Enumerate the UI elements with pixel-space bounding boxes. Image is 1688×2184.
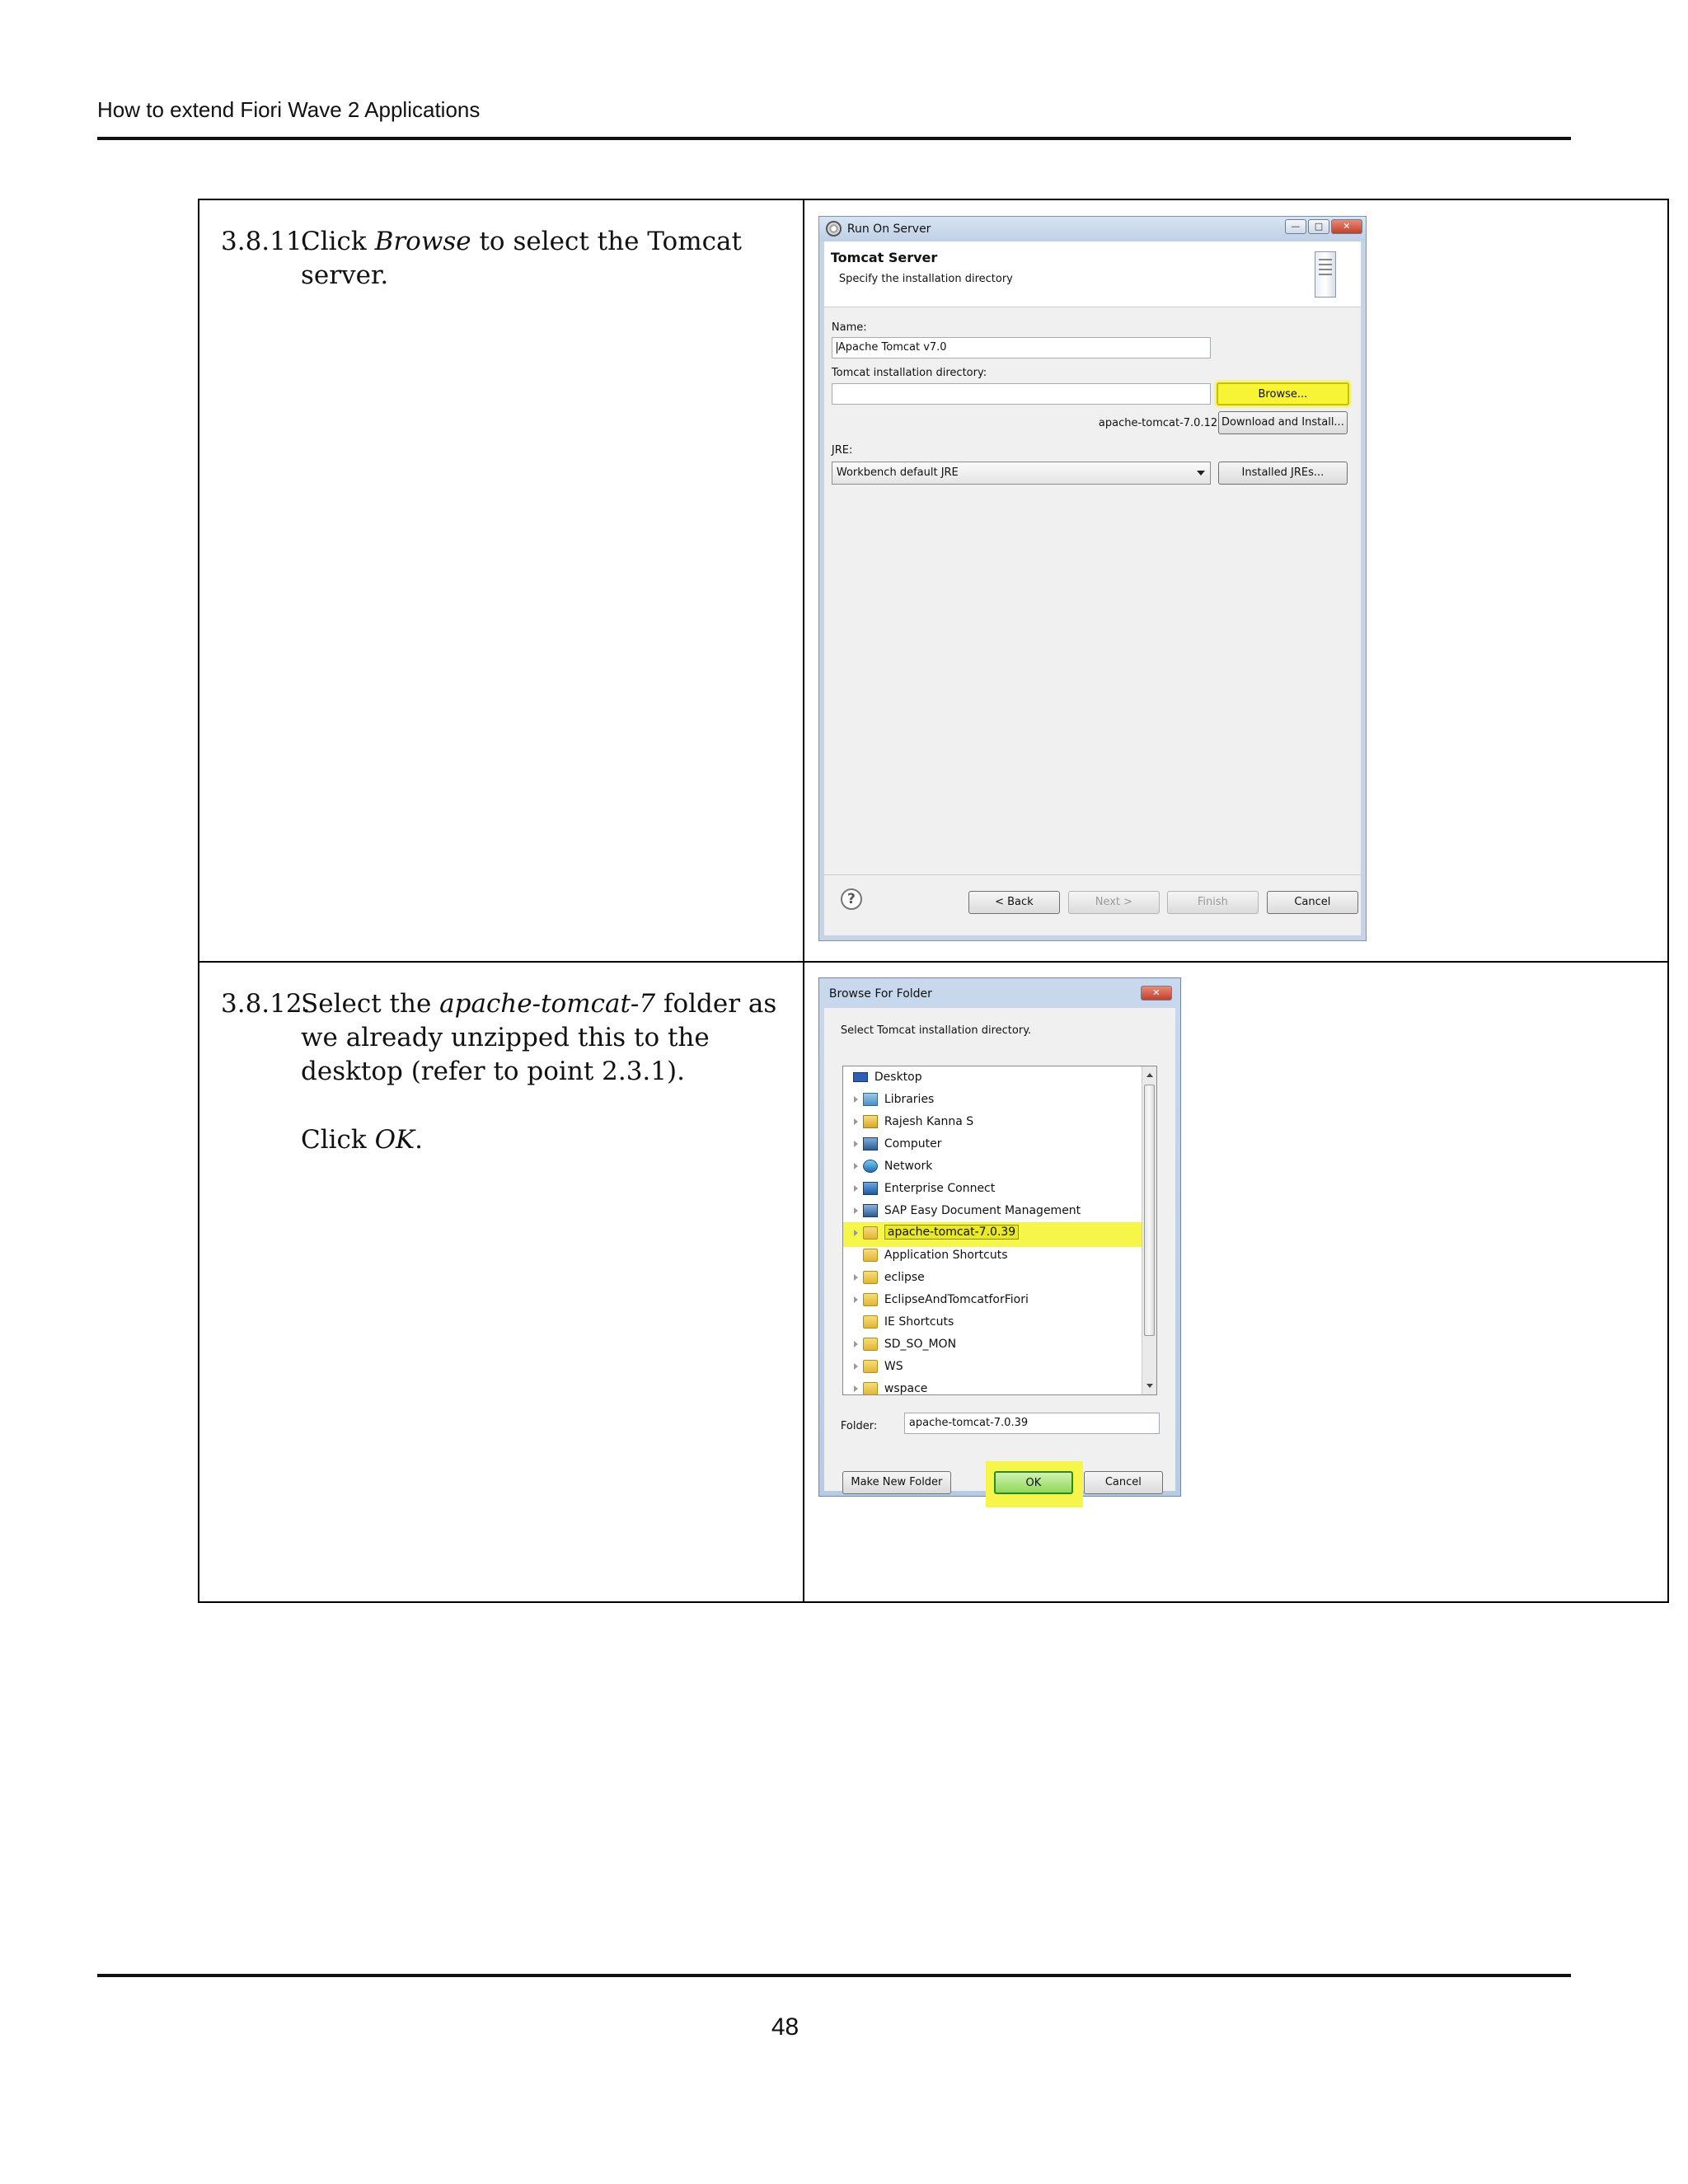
expand-icon[interactable] [854, 1141, 858, 1147]
tree-item-ws[interactable]: WS [843, 1356, 1140, 1378]
version-text: apache-tomcat-7.0.12 [1098, 417, 1218, 429]
tree-item-ie-shortcuts[interactable]: IE Shortcuts [843, 1311, 1140, 1333]
make-new-folder-button[interactable]: Make New Folder [842, 1471, 951, 1494]
instruction-text: Select the [301, 989, 440, 1019]
browse-for-folder-dialog [818, 977, 1181, 1497]
folder-icon [863, 1249, 878, 1262]
screenshot-cell [804, 199, 1668, 962]
expand-icon[interactable] [854, 1341, 858, 1347]
instruction-text: . [415, 1125, 423, 1155]
tree-item-libraries[interactable]: Libraries [843, 1089, 1140, 1111]
step-instruction [301, 225, 803, 293]
folder-input[interactable]: apache-tomcat-7.0.39 [904, 1413, 1160, 1434]
wizard-body [824, 307, 1361, 935]
eclipse-server-icon [826, 221, 842, 237]
expand-icon[interactable] [854, 1296, 858, 1303]
scroll-thumb[interactable] [1144, 1085, 1155, 1336]
close-icon[interactable]: ✕ [1141, 986, 1172, 1001]
dialog-body [824, 1008, 1175, 1491]
install-dir-label: Tomcat installation directory: [831, 367, 987, 379]
banner-subtitle: Specify the installation directory [838, 273, 1013, 285]
scroll-down-icon[interactable] [1146, 1384, 1153, 1388]
enterprise-connect-icon [863, 1182, 878, 1195]
server-icon [1315, 251, 1336, 298]
title-bar [819, 217, 1366, 241]
tree-item-desktop[interactable]: Desktop [843, 1066, 1140, 1089]
folder-icon [863, 1382, 878, 1395]
cancel-button[interactable]: Cancel [1267, 891, 1358, 914]
tree-scrollbar[interactable] [1142, 1066, 1156, 1394]
instruction-text: folder as we already unzipped this to the desktop (refer to point 2.3.1). [301, 989, 777, 1086]
instruction-text: Click [301, 1125, 375, 1155]
step-text-cell [199, 962, 804, 1602]
instruction-text: Click [301, 227, 375, 256]
folder-icon [863, 1315, 878, 1329]
window-controls [1285, 219, 1362, 234]
screenshot-cell [804, 962, 1668, 1602]
instruction-emphasis: OK [374, 1125, 415, 1155]
instruction-emphasis: apache-tomcat-7 [439, 989, 656, 1019]
step-text-cell [199, 199, 804, 962]
folder-icon [863, 1360, 878, 1373]
library-icon [863, 1093, 878, 1106]
step-number: 3.8.11. [221, 227, 311, 256]
window-title: Browse For Folder [828, 987, 932, 1001]
instruction-text: Select Tomcat installation directory. [840, 1024, 1032, 1037]
install-dir-input[interactable] [832, 383, 1211, 405]
folder-icon [863, 1338, 878, 1351]
step-3-8-11 [199, 200, 803, 293]
tree-item-sd-so-mon[interactable]: SD_SO_MON [843, 1333, 1140, 1356]
minimize-icon[interactable]: — [1285, 219, 1306, 234]
installed-jres-button[interactable]: Installed JREs... [1218, 462, 1348, 485]
folder-tree[interactable] [842, 1066, 1157, 1395]
name-input[interactable]: Apache Tomcat v7.0 [832, 337, 1211, 359]
folder-label: Folder: [840, 1420, 878, 1432]
tree-item-apache-tomcat[interactable]: apache-tomcat-7.0.39 [843, 1222, 1140, 1244]
run-on-server-dialog [818, 216, 1367, 941]
step-number: 3.8.12. [221, 989, 311, 1019]
chevron-down-icon [1197, 471, 1205, 476]
running-header: How to extend Fiori Wave 2 Applications [97, 97, 481, 122]
tree-item-sap-easy-dms[interactable]: SAP Easy Document Management [843, 1200, 1140, 1222]
browse-button[interactable]: Browse... [1217, 382, 1349, 405]
computer-icon [863, 1137, 878, 1151]
jre-label: JRE: [831, 444, 853, 457]
expand-icon[interactable] [854, 1096, 858, 1103]
wizard-banner [824, 241, 1361, 307]
folder-icon [863, 1293, 878, 1306]
instruction-emphasis: Browse [374, 227, 471, 256]
folder-icon [863, 1226, 878, 1240]
ok-button[interactable]: OK [994, 1471, 1073, 1494]
download-install-button[interactable]: Download and Install... [1218, 411, 1348, 434]
banner-title: Tomcat Server [830, 250, 938, 265]
user-folder-icon [863, 1115, 878, 1128]
expand-icon[interactable] [854, 1163, 858, 1169]
expand-icon[interactable] [854, 1274, 858, 1281]
expand-icon[interactable] [854, 1230, 858, 1236]
expand-icon[interactable] [854, 1363, 858, 1370]
jre-select[interactable]: Workbench default JRE [832, 462, 1211, 485]
tree-item-enterprise-connect[interactable]: Enterprise Connect [843, 1178, 1140, 1200]
table-row [199, 199, 1668, 962]
window-controls [1141, 986, 1172, 1001]
folder-icon [863, 1271, 878, 1284]
help-icon[interactable]: ? [841, 888, 862, 910]
header-rule [97, 137, 1571, 140]
page-number: 48 [771, 2013, 799, 2041]
name-label: Name: [831, 321, 867, 334]
close-icon[interactable]: ✕ [1331, 219, 1362, 234]
window-title: Run On Server [846, 223, 931, 236]
footer-rule [97, 1974, 1571, 1977]
steps-table [198, 199, 1669, 1603]
desktop-icon [853, 1072, 868, 1082]
cancel-button[interactable]: Cancel [1084, 1471, 1163, 1494]
tree-item-wspace[interactable]: wspace [843, 1378, 1140, 1395]
next-button[interactable]: Next > [1068, 891, 1160, 914]
tree-item-user[interactable]: Rajesh Kanna S [843, 1111, 1140, 1133]
expand-icon[interactable] [854, 1118, 858, 1125]
table-row [199, 962, 1668, 1602]
finish-button[interactable]: Finish [1167, 891, 1259, 914]
tree-item-eclipse[interactable]: eclipse [843, 1267, 1140, 1289]
step-3-8-12 [199, 963, 803, 1157]
network-icon [863, 1160, 878, 1173]
title-bar [819, 978, 1180, 1003]
maximize-icon[interactable]: □ [1308, 219, 1329, 234]
tree-item-application-shortcuts[interactable]: Application Shortcuts [843, 1244, 1140, 1267]
tree-item-computer[interactable]: Computer [843, 1133, 1140, 1155]
tree-item-network[interactable]: Network [843, 1155, 1140, 1178]
expand-icon[interactable] [854, 1385, 858, 1392]
back-button[interactable]: < Back [968, 891, 1060, 914]
instruction-text: to select the Tomcat server. [301, 227, 742, 290]
expand-icon[interactable] [854, 1185, 858, 1192]
scroll-up-icon[interactable] [1146, 1073, 1153, 1077]
wizard-footer [824, 874, 1361, 935]
tree-item-eclipse-tomcat-fiori[interactable]: EclipseAndTomcatforFiori [843, 1289, 1140, 1311]
step-instruction [301, 987, 803, 1157]
expand-icon[interactable] [854, 1207, 858, 1214]
sap-dms-icon [863, 1204, 878, 1217]
